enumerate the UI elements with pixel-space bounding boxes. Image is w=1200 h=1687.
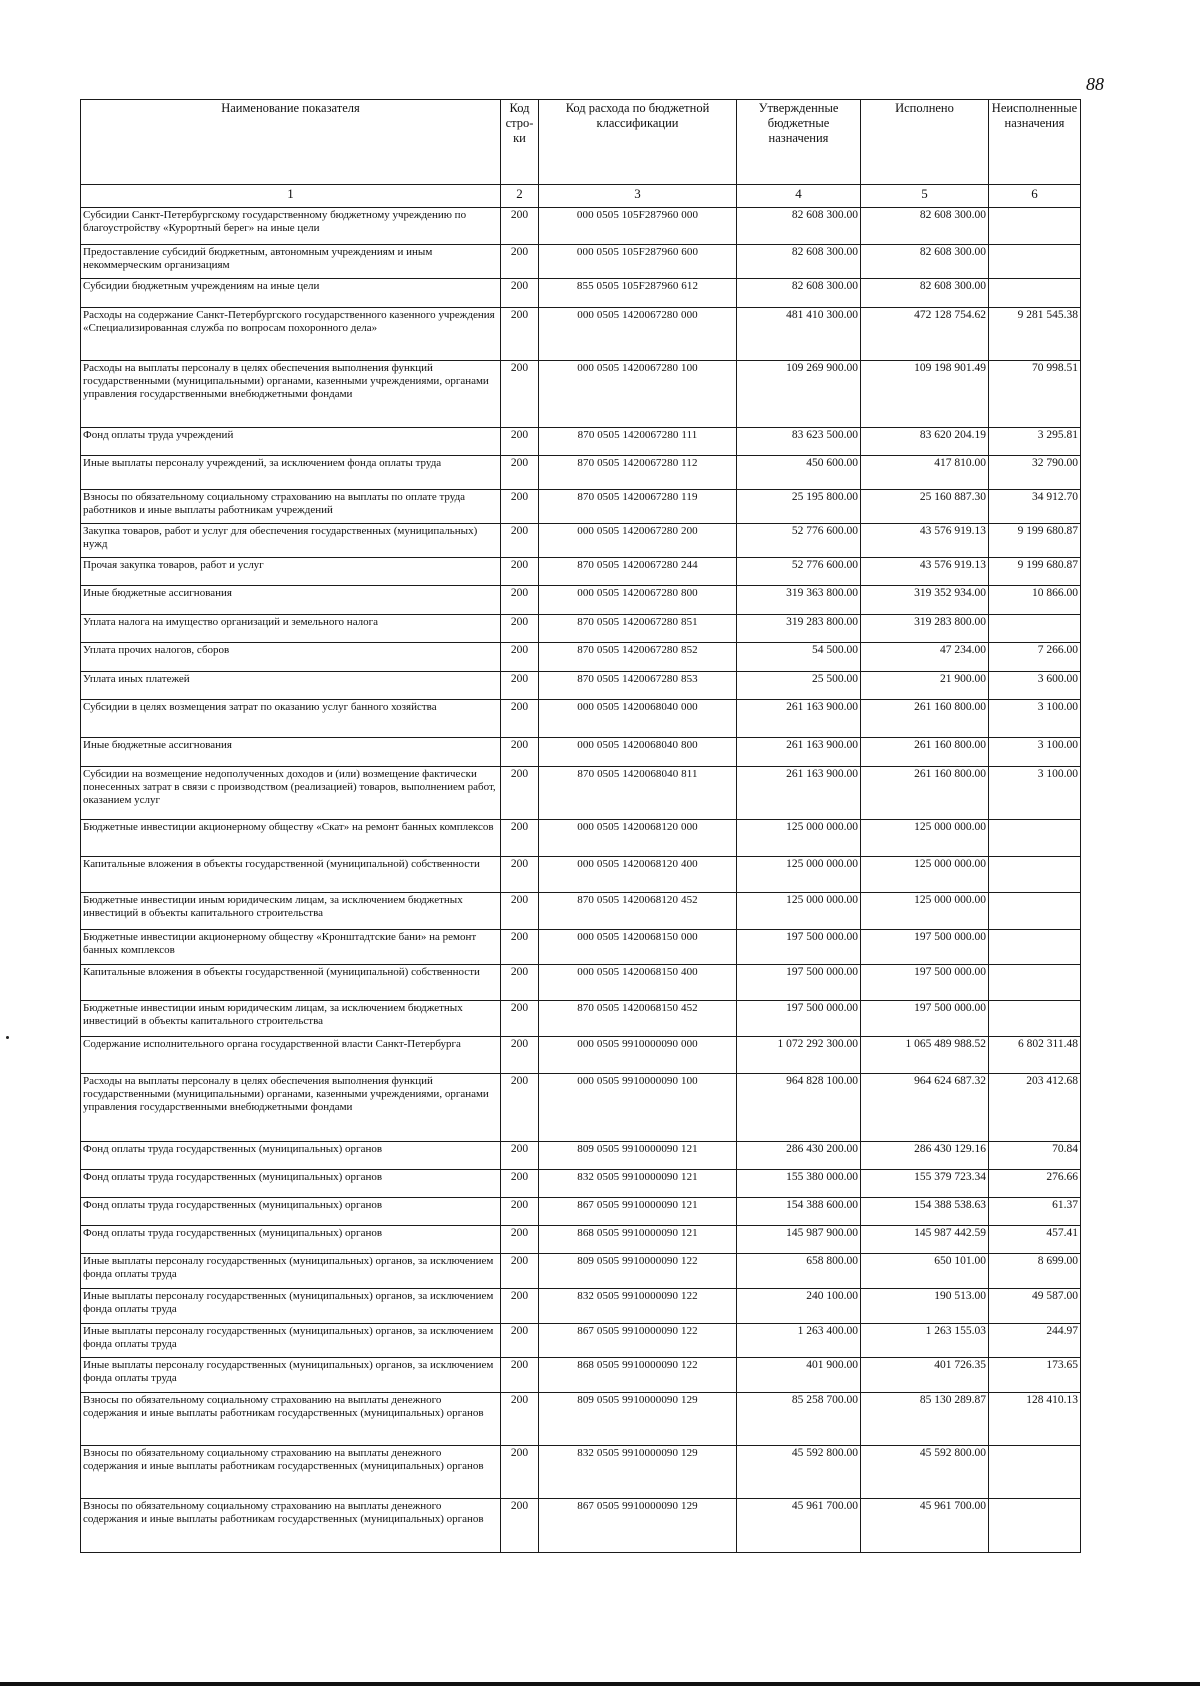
row-line-code: 200 (501, 615, 539, 643)
row-indicator-name: Фонд оплаты труда государственных (муниципальных) органов (81, 1198, 501, 1226)
row-indicator-name: Уплата налога на имущество организаций и земельного налога (81, 615, 501, 643)
row-executed-amount: 286 430 129.16 (861, 1142, 989, 1170)
row-executed-amount: 21 900.00 (861, 672, 989, 700)
row-unexecuted-amount (989, 965, 1081, 1001)
column-number: 3 (539, 185, 737, 208)
row-approved-amount: 109 269 900.00 (737, 361, 861, 428)
row-expense-code: 000 0505 1420067280 800 (539, 586, 737, 615)
row-unexecuted-amount (989, 279, 1081, 308)
table-row (81, 558, 1081, 586)
row-indicator-name: Расходы на выплаты персоналу в целях обеспечения выполнения функций государственными (муниципальными) органами, казенными учреждениями, органами управления государственными внебюджетными фондами (81, 361, 501, 428)
row-indicator-name: Предоставление субсидий бюджетным, автономным учреждениям и иным некоммерческим организациям (81, 245, 501, 279)
row-approved-amount: 240 100.00 (737, 1289, 861, 1324)
table-row (81, 1254, 1081, 1289)
row-approved-amount: 25 500.00 (737, 672, 861, 700)
row-indicator-name: Иные бюджетные ассигнования (81, 738, 501, 767)
row-executed-amount: 319 352 934.00 (861, 586, 989, 615)
row-indicator-name: Взносы по обязательному социальному страхованию на выплаты денежного содержания и иные выплаты работникам государственных (муниципальных) органов (81, 1499, 501, 1553)
row-executed-amount: 190 513.00 (861, 1289, 989, 1324)
row-approved-amount: 125 000 000.00 (737, 857, 861, 893)
row-line-code: 200 (501, 1446, 539, 1499)
row-unexecuted-amount: 10 866.00 (989, 586, 1081, 615)
header-line-code: Код стро-ки (501, 100, 539, 185)
row-expense-code: 000 0505 1420068040 800 (539, 738, 737, 767)
row-unexecuted-amount: 70.84 (989, 1142, 1081, 1170)
row-line-code: 200 (501, 361, 539, 428)
row-line-code: 200 (501, 700, 539, 738)
row-indicator-name: Фонд оплаты труда государственных (муниципальных) органов (81, 1170, 501, 1198)
row-line-code: 200 (501, 965, 539, 1001)
row-unexecuted-amount: 8 699.00 (989, 1254, 1081, 1289)
row-unexecuted-amount (989, 208, 1081, 245)
table-row (81, 893, 1081, 930)
table-row (81, 1142, 1081, 1170)
row-expense-code: 870 0505 1420067280 119 (539, 490, 737, 524)
row-line-code: 200 (501, 279, 539, 308)
row-line-code: 200 (501, 524, 539, 558)
row-unexecuted-amount: 70 998.51 (989, 361, 1081, 428)
row-approved-amount: 85 258 700.00 (737, 1393, 861, 1446)
table-row (81, 279, 1081, 308)
row-executed-amount: 82 608 300.00 (861, 208, 989, 245)
row-expense-code: 000 0505 105F287960 000 (539, 208, 737, 245)
row-executed-amount: 197 500 000.00 (861, 1001, 989, 1037)
row-executed-amount: 125 000 000.00 (861, 857, 989, 893)
table-row (81, 456, 1081, 490)
row-line-code: 200 (501, 857, 539, 893)
row-indicator-name: Субсидии в целях возмещения затрат по оказанию услуг банного хозяйства (81, 700, 501, 738)
table-row (81, 615, 1081, 643)
row-expense-code: 868 0505 9910000090 122 (539, 1358, 737, 1393)
row-indicator-name: Капитальные вложения в объекты государственной (муниципальной) собственности (81, 857, 501, 893)
row-expense-code: 809 0505 9910000090 122 (539, 1254, 737, 1289)
row-expense-code: 809 0505 9910000090 121 (539, 1142, 737, 1170)
table-row (81, 1324, 1081, 1358)
row-expense-code: 000 0505 1420068150 400 (539, 965, 737, 1001)
row-indicator-name: Расходы на выплаты персоналу в целях обеспечения выполнения функций государственными (муниципальными) органами, казенными учреждениями, органами управления государственными внебюджетными фондами (81, 1074, 501, 1142)
row-indicator-name: Субсидии бюджетным учреждениям на иные цели (81, 279, 501, 308)
column-number: 1 (81, 185, 501, 208)
row-line-code: 200 (501, 1198, 539, 1226)
row-line-code: 200 (501, 1170, 539, 1198)
table-row (81, 245, 1081, 279)
row-unexecuted-amount: 32 790.00 (989, 456, 1081, 490)
header-unexecuted: Неисполненные назначения (989, 100, 1081, 185)
row-line-code: 200 (501, 1324, 539, 1358)
row-approved-amount: 261 163 900.00 (737, 738, 861, 767)
row-executed-amount: 109 198 901.49 (861, 361, 989, 428)
row-approved-amount: 481 410 300.00 (737, 308, 861, 361)
row-line-code: 200 (501, 456, 539, 490)
row-line-code: 200 (501, 1142, 539, 1170)
row-expense-code: 870 0505 1420068040 811 (539, 767, 737, 820)
row-approved-amount: 658 800.00 (737, 1254, 861, 1289)
row-line-code: 200 (501, 1393, 539, 1446)
row-approved-amount: 401 900.00 (737, 1358, 861, 1393)
row-expense-code: 832 0505 9910000090 121 (539, 1170, 737, 1198)
row-unexecuted-amount: 244.97 (989, 1324, 1081, 1358)
row-indicator-name: Прочая закупка товаров, работ и услуг (81, 558, 501, 586)
table-row (81, 820, 1081, 857)
row-unexecuted-amount: 7 266.00 (989, 643, 1081, 672)
row-expense-code: 000 0505 105F287960 600 (539, 245, 737, 279)
row-expense-code: 868 0505 9910000090 121 (539, 1226, 737, 1254)
row-indicator-name: Иные выплаты персоналу государственных (муниципальных) органов, за исключением фонда оплаты труда (81, 1254, 501, 1289)
row-expense-code: 000 0505 1420068150 000 (539, 930, 737, 965)
table-row (81, 208, 1081, 245)
row-executed-amount: 261 160 800.00 (861, 700, 989, 738)
row-unexecuted-amount: 128 410.13 (989, 1393, 1081, 1446)
row-approved-amount: 197 500 000.00 (737, 965, 861, 1001)
row-executed-amount: 83 620 204.19 (861, 428, 989, 456)
row-executed-amount: 319 283 800.00 (861, 615, 989, 643)
row-unexecuted-amount (989, 1499, 1081, 1553)
column-number: 2 (501, 185, 539, 208)
table-row (81, 1499, 1081, 1553)
column-number: 5 (861, 185, 989, 208)
table-row (81, 490, 1081, 524)
row-line-code: 200 (501, 930, 539, 965)
row-approved-amount: 82 608 300.00 (737, 208, 861, 245)
page-number: 88 (1086, 74, 1104, 94)
row-approved-amount: 45 961 700.00 (737, 1499, 861, 1553)
table-row (81, 930, 1081, 965)
row-approved-amount: 125 000 000.00 (737, 893, 861, 930)
row-unexecuted-amount (989, 245, 1081, 279)
row-unexecuted-amount: 34 912.70 (989, 490, 1081, 524)
row-executed-amount: 154 388 538.63 (861, 1198, 989, 1226)
row-line-code: 200 (501, 1289, 539, 1324)
row-approved-amount: 261 163 900.00 (737, 700, 861, 738)
row-executed-amount: 261 160 800.00 (861, 767, 989, 820)
table-header (81, 100, 1081, 208)
table-row (81, 1226, 1081, 1254)
row-unexecuted-amount: 173.65 (989, 1358, 1081, 1393)
row-approved-amount: 45 592 800.00 (737, 1446, 861, 1499)
row-expense-code: 870 0505 1420067280 852 (539, 643, 737, 672)
column-number: 6 (989, 185, 1081, 208)
row-approved-amount: 82 608 300.00 (737, 279, 861, 308)
row-approved-amount: 82 608 300.00 (737, 245, 861, 279)
row-executed-amount: 197 500 000.00 (861, 965, 989, 1001)
row-line-code: 200 (501, 490, 539, 524)
row-approved-amount: 197 500 000.00 (737, 1001, 861, 1037)
row-unexecuted-amount: 3 295.81 (989, 428, 1081, 456)
scan-bottom-edge (0, 1682, 1200, 1686)
row-approved-amount: 125 000 000.00 (737, 820, 861, 857)
row-executed-amount: 964 624 687.32 (861, 1074, 989, 1142)
table-row (81, 1001, 1081, 1037)
row-unexecuted-amount (989, 615, 1081, 643)
row-indicator-name: Содержание исполнительного органа государственной власти Санкт-Петербурга (81, 1037, 501, 1074)
row-approved-amount: 54 500.00 (737, 643, 861, 672)
row-indicator-name: Иные выплаты персоналу государственных (муниципальных) органов, за исключением фонда оплаты труда (81, 1358, 501, 1393)
scan-speck (6, 1036, 9, 1039)
row-executed-amount: 47 234.00 (861, 643, 989, 672)
row-approved-amount: 83 623 500.00 (737, 428, 861, 456)
row-indicator-name: Уплата прочих налогов, сборов (81, 643, 501, 672)
row-executed-amount: 1 263 155.03 (861, 1324, 989, 1358)
row-expense-code: 870 0505 1420068150 452 (539, 1001, 737, 1037)
header-approved: Утвержденные бюджетные назначения (737, 100, 861, 185)
row-approved-amount: 261 163 900.00 (737, 767, 861, 820)
table-row (81, 738, 1081, 767)
row-expense-code: 832 0505 9910000090 129 (539, 1446, 737, 1499)
row-approved-amount: 319 363 800.00 (737, 586, 861, 615)
row-indicator-name: Иные бюджетные ассигнования (81, 586, 501, 615)
row-executed-amount: 650 101.00 (861, 1254, 989, 1289)
table-row (81, 1393, 1081, 1446)
row-line-code: 200 (501, 308, 539, 361)
table-row (81, 1358, 1081, 1393)
table-row (81, 700, 1081, 738)
row-indicator-name: Закупка товаров, работ и услуг для обеспечения государственных (муниципальных) нужд (81, 524, 501, 558)
row-approved-amount: 52 776 600.00 (737, 558, 861, 586)
row-executed-amount: 197 500 000.00 (861, 930, 989, 965)
row-unexecuted-amount (989, 820, 1081, 857)
table-row (81, 965, 1081, 1001)
table-row (81, 524, 1081, 558)
row-executed-amount: 417 810.00 (861, 456, 989, 490)
row-indicator-name: Бюджетные инвестиции иным юридическим лицам, за исключением бюджетных инвестиций в объекты капитального строительства (81, 1001, 501, 1037)
table-body (81, 208, 1081, 1553)
row-line-code: 200 (501, 1001, 539, 1037)
row-expense-code: 870 0505 1420067280 853 (539, 672, 737, 700)
row-expense-code: 867 0505 9910000090 122 (539, 1324, 737, 1358)
row-approved-amount: 25 195 800.00 (737, 490, 861, 524)
row-indicator-name: Фонд оплаты труда государственных (муниципальных) органов (81, 1226, 501, 1254)
row-indicator-name: Бюджетные инвестиции акционерному обществу «Кронштадтские бани» на ремонт банных комплексов (81, 930, 501, 965)
row-unexecuted-amount: 9 199 680.87 (989, 524, 1081, 558)
row-executed-amount: 43 576 919.13 (861, 558, 989, 586)
row-executed-amount: 401 726.35 (861, 1358, 989, 1393)
row-line-code: 200 (501, 1254, 539, 1289)
row-approved-amount: 155 380 000.00 (737, 1170, 861, 1198)
row-executed-amount: 125 000 000.00 (861, 893, 989, 930)
row-approved-amount: 1 072 292 300.00 (737, 1037, 861, 1074)
row-expense-code: 855 0505 105F287960 612 (539, 279, 737, 308)
row-unexecuted-amount: 9 199 680.87 (989, 558, 1081, 586)
row-unexecuted-amount (989, 930, 1081, 965)
row-executed-amount: 145 987 442.59 (861, 1226, 989, 1254)
header-indicator-name: Наименование показателя (81, 100, 501, 185)
row-unexecuted-amount: 203 412.68 (989, 1074, 1081, 1142)
row-executed-amount: 82 608 300.00 (861, 279, 989, 308)
row-executed-amount: 261 160 800.00 (861, 738, 989, 767)
row-indicator-name: Капитальные вложения в объекты государственной (муниципальной) собственности (81, 965, 501, 1001)
row-executed-amount: 85 130 289.87 (861, 1393, 989, 1446)
row-executed-amount: 1 065 489 988.52 (861, 1037, 989, 1074)
row-expense-code: 809 0505 9910000090 129 (539, 1393, 737, 1446)
row-approved-amount: 1 263 400.00 (737, 1324, 861, 1358)
row-executed-amount: 25 160 887.30 (861, 490, 989, 524)
table-row (81, 1037, 1081, 1074)
row-executed-amount: 43 576 919.13 (861, 524, 989, 558)
row-approved-amount: 319 283 800.00 (737, 615, 861, 643)
budget-execution-table (80, 99, 1081, 1553)
row-expense-code: 870 0505 1420067280 111 (539, 428, 737, 456)
row-unexecuted-amount: 6 802 311.48 (989, 1037, 1081, 1074)
row-unexecuted-amount (989, 857, 1081, 893)
row-unexecuted-amount: 276.66 (989, 1170, 1081, 1198)
row-indicator-name: Субсидии Санкт-Петербургскому государственному бюджетному учреждению по благоустройству «Курортный берег» на иные цели (81, 208, 501, 245)
row-line-code: 200 (501, 672, 539, 700)
row-unexecuted-amount (989, 1446, 1081, 1499)
row-line-code: 200 (501, 820, 539, 857)
table-row (81, 1289, 1081, 1324)
row-unexecuted-amount: 3 600.00 (989, 672, 1081, 700)
row-expense-code: 867 0505 9910000090 121 (539, 1198, 737, 1226)
table-row (81, 672, 1081, 700)
row-indicator-name: Взносы по обязательному социальному страхованию на выплаты по оплате труда работников и иные выплаты работникам учреждений (81, 490, 501, 524)
row-indicator-name: Фонд оплаты труда государственных (муниципальных) органов (81, 1142, 501, 1170)
row-unexecuted-amount (989, 1001, 1081, 1037)
row-unexecuted-amount: 9 281 545.38 (989, 308, 1081, 361)
row-approved-amount: 450 600.00 (737, 456, 861, 490)
row-expense-code: 000 0505 1420067280 000 (539, 308, 737, 361)
row-expense-code: 000 0505 1420068040 000 (539, 700, 737, 738)
row-line-code: 200 (501, 1074, 539, 1142)
row-unexecuted-amount: 61.37 (989, 1198, 1081, 1226)
row-executed-amount: 472 128 754.62 (861, 308, 989, 361)
header-executed: Исполнено (861, 100, 989, 185)
row-approved-amount: 286 430 200.00 (737, 1142, 861, 1170)
row-approved-amount: 154 388 600.00 (737, 1198, 861, 1226)
row-expense-code: 000 0505 1420068120 400 (539, 857, 737, 893)
row-line-code: 200 (501, 558, 539, 586)
row-indicator-name: Уплата иных платежей (81, 672, 501, 700)
row-indicator-name: Иные выплаты персоналу государственных (муниципальных) органов, за исключением фонда оплаты труда (81, 1289, 501, 1324)
table-row (81, 308, 1081, 361)
row-expense-code: 870 0505 1420067280 244 (539, 558, 737, 586)
table-row (81, 1198, 1081, 1226)
row-approved-amount: 52 776 600.00 (737, 524, 861, 558)
row-executed-amount: 45 592 800.00 (861, 1446, 989, 1499)
table-row (81, 428, 1081, 456)
row-approved-amount: 197 500 000.00 (737, 930, 861, 965)
row-executed-amount: 125 000 000.00 (861, 820, 989, 857)
table-row (81, 361, 1081, 428)
row-line-code: 200 (501, 893, 539, 930)
row-unexecuted-amount: 3 100.00 (989, 767, 1081, 820)
row-expense-code: 000 0505 1420067280 200 (539, 524, 737, 558)
row-indicator-name: Взносы по обязательному социальному страхованию на выплаты денежного содержания и иные выплаты работникам государственных (муниципальных) органов (81, 1446, 501, 1499)
row-line-code: 200 (501, 208, 539, 245)
row-unexecuted-amount: 457.41 (989, 1226, 1081, 1254)
row-unexecuted-amount (989, 893, 1081, 930)
row-unexecuted-amount: 3 100.00 (989, 738, 1081, 767)
table-row (81, 1446, 1081, 1499)
row-indicator-name: Расходы на содержание Санкт-Петербургского государственного казенного учреждения «Специализированная служба по вопросам похоронного дела» (81, 308, 501, 361)
row-indicator-name: Бюджетные инвестиции акционерному обществу «Скат» на ремонт банных комплексов (81, 820, 501, 857)
row-indicator-name: Взносы по обязательному социальному страхованию на выплаты денежного содержания и иные выплаты работникам государственных (муниципальных) органов (81, 1393, 501, 1446)
row-line-code: 200 (501, 1037, 539, 1074)
row-expense-code: 870 0505 1420067280 112 (539, 456, 737, 490)
row-executed-amount: 82 608 300.00 (861, 245, 989, 279)
row-expense-code: 867 0505 9910000090 129 (539, 1499, 737, 1553)
row-unexecuted-amount: 49 587.00 (989, 1289, 1081, 1324)
row-expense-code: 870 0505 1420067280 851 (539, 615, 737, 643)
row-line-code: 200 (501, 1358, 539, 1393)
table-row (81, 586, 1081, 615)
row-approved-amount: 964 828 100.00 (737, 1074, 861, 1142)
row-line-code: 200 (501, 767, 539, 820)
row-line-code: 200 (501, 1226, 539, 1254)
row-expense-code: 832 0505 9910000090 122 (539, 1289, 737, 1324)
table-row (81, 1074, 1081, 1142)
table-row (81, 643, 1081, 672)
row-line-code: 200 (501, 586, 539, 615)
table-row (81, 767, 1081, 820)
row-line-code: 200 (501, 1499, 539, 1553)
row-indicator-name: Субсидии на возмещение недополученных доходов и (или) возмещение фактически понесенных затрат в связи с производством (реализацией) товаров, выполнением работ, оказанием услуг (81, 767, 501, 820)
row-line-code: 200 (501, 738, 539, 767)
row-indicator-name: Иные выплаты персоналу государственных (муниципальных) органов, за исключением фонда оплаты труда (81, 1324, 501, 1358)
row-line-code: 200 (501, 643, 539, 672)
table-row (81, 1170, 1081, 1198)
row-expense-code: 000 0505 9910000090 000 (539, 1037, 737, 1074)
row-indicator-name: Иные выплаты персоналу учреждений, за исключением фонда оплаты труда (81, 456, 501, 490)
row-line-code: 200 (501, 245, 539, 279)
column-number: 4 (737, 185, 861, 208)
row-expense-code: 000 0505 1420067280 100 (539, 361, 737, 428)
table-row (81, 857, 1081, 893)
row-indicator-name: Фонд оплаты труда учреждений (81, 428, 501, 456)
row-unexecuted-amount: 3 100.00 (989, 700, 1081, 738)
row-executed-amount: 45 961 700.00 (861, 1499, 989, 1553)
row-expense-code: 870 0505 1420068120 452 (539, 893, 737, 930)
header-expense-code: Код расхода по бюджетной классификации (539, 100, 737, 185)
row-approved-amount: 145 987 900.00 (737, 1226, 861, 1254)
row-expense-code: 000 0505 1420068120 000 (539, 820, 737, 857)
row-executed-amount: 155 379 723.34 (861, 1170, 989, 1198)
row-indicator-name: Бюджетные инвестиции иным юридическим лицам, за исключением бюджетных инвестиций в объекты капитального строительства (81, 893, 501, 930)
row-expense-code: 000 0505 9910000090 100 (539, 1074, 737, 1142)
row-line-code: 200 (501, 428, 539, 456)
